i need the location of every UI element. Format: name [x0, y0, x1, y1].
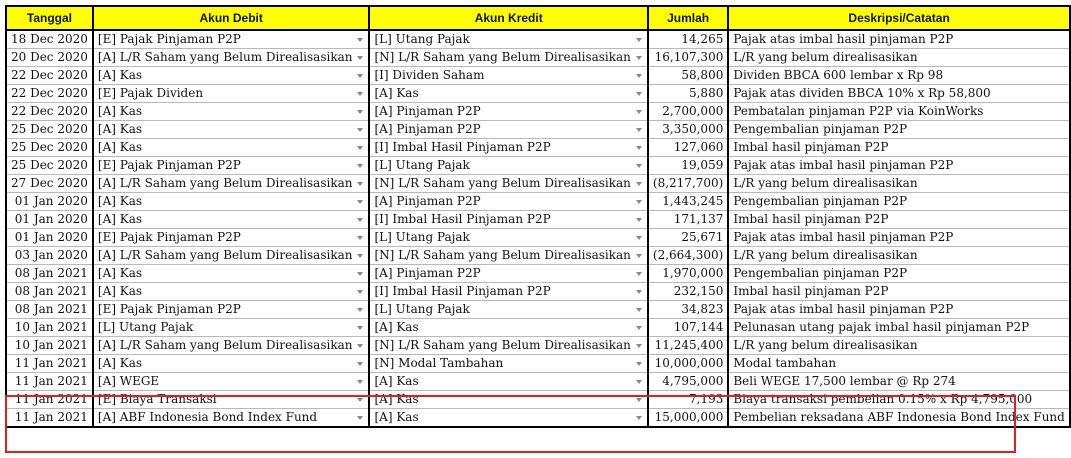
- amount-cell[interactable]: [648, 301, 728, 319]
- debit-account-select-value: [A] ABF Indonesia Bond Index Fund: [97, 410, 318, 424]
- amount-cell[interactable]: [648, 30, 728, 49]
- date-cell-value: 08 Jan 2021: [14, 302, 88, 316]
- dropdown-arrow-icon[interactable]: [636, 290, 642, 294]
- table-row: [6, 319, 1070, 337]
- date-cell[interactable]: [6, 373, 93, 391]
- date-cell[interactable]: [6, 139, 93, 157]
- dropdown-arrow-icon[interactable]: [357, 290, 363, 294]
- date-cell-value: 01 Jan 2020: [14, 230, 88, 244]
- description-cell-value: L/R yang belum direalisasikan: [733, 50, 918, 64]
- amount-cell-value: 34,823: [681, 302, 724, 316]
- debit-account-select-value: [A] Kas: [97, 194, 143, 208]
- date-cell[interactable]: [6, 301, 93, 319]
- description-cell[interactable]: [728, 193, 1070, 211]
- debit-account-select[interactable]: [93, 229, 370, 247]
- description-cell-value: L/R yang belum direalisasikan: [733, 176, 918, 190]
- dropdown-arrow-icon[interactable]: [636, 308, 642, 312]
- amount-cell-value: 16,107,300: [654, 50, 724, 64]
- debit-account-select-value: [A] L/R Saham yang Belum Direalisasikan: [97, 338, 353, 352]
- credit-account-select[interactable]: [369, 121, 647, 139]
- credit-account-select-value: [N] L/R Saham yang Belum Direalisasikan: [374, 338, 631, 352]
- date-cell-value: 22 Dec 2020: [11, 68, 88, 82]
- description-cell-value: Pajak atas imbal hasil pinjaman P2P: [733, 302, 954, 316]
- credit-account-select-value: [L] Utang Pajak: [374, 302, 470, 316]
- amount-cell[interactable]: [648, 67, 728, 85]
- debit-account-select-value: [E] Pajak Pinjaman P2P: [97, 158, 241, 172]
- debit-account-select-value: [E] Pajak Pinjaman P2P: [97, 32, 241, 46]
- credit-account-select-value: [I] Imbal Hasil Pinjaman P2P: [374, 212, 551, 226]
- amount-cell-value: 1,443,245: [662, 194, 724, 208]
- dropdown-arrow-icon[interactable]: [357, 218, 363, 222]
- description-cell[interactable]: [728, 391, 1070, 409]
- header-deskripsi[interactable]: Deskripsi/Catatan: [728, 6, 1070, 30]
- description-cell[interactable]: [728, 103, 1070, 121]
- dropdown-arrow-icon[interactable]: [357, 398, 363, 402]
- credit-account-select[interactable]: [369, 229, 647, 247]
- dropdown-arrow-icon[interactable]: [636, 74, 642, 78]
- table-row: [6, 157, 1070, 175]
- table-row: [6, 85, 1070, 103]
- credit-account-select-value: [A] Pinjaman P2P: [374, 122, 481, 136]
- dropdown-arrow-icon[interactable]: [357, 38, 363, 42]
- amount-cell[interactable]: [648, 157, 728, 175]
- credit-account-select[interactable]: [369, 157, 647, 175]
- table-row: [6, 175, 1070, 193]
- date-cell[interactable]: [6, 49, 93, 67]
- credit-account-select[interactable]: [369, 319, 647, 337]
- table-row: [6, 30, 1070, 49]
- description-cell-value: Biaya transaksi pembelian 0.15% x Rp 4,795,000: [733, 392, 1033, 406]
- date-cell[interactable]: [6, 30, 93, 49]
- credit-account-select-value: [N] L/R Saham yang Belum Direalisasikan: [374, 176, 631, 190]
- description-cell[interactable]: [728, 247, 1070, 265]
- debit-account-select[interactable]: [93, 247, 370, 265]
- amount-cell[interactable]: [648, 373, 728, 391]
- date-cell-value: 11 Jan 2021: [14, 374, 88, 388]
- amount-cell[interactable]: [648, 49, 728, 67]
- debit-account-select-value: [E] Pajak Dividen: [97, 86, 204, 100]
- description-cell[interactable]: [728, 265, 1070, 283]
- debit-account-select[interactable]: [93, 103, 370, 121]
- dropdown-arrow-icon[interactable]: [636, 146, 642, 150]
- table-row: [6, 247, 1070, 265]
- amount-cell[interactable]: [648, 139, 728, 157]
- dropdown-arrow-icon[interactable]: [357, 254, 363, 258]
- amount-cell-value: 2,700,000: [662, 104, 724, 118]
- date-cell-value: 11 Jan 2021: [14, 410, 88, 424]
- debit-account-select-value: [E] Pajak Pinjaman P2P: [97, 230, 241, 244]
- table-row: [6, 409, 1070, 428]
- description-cell-value: Dividen BBCA 600 lembar x Rp 98: [733, 68, 944, 82]
- description-cell-value: Pengembalian pinjaman P2P: [733, 122, 908, 136]
- table-row: [6, 283, 1070, 301]
- description-cell[interactable]: [728, 139, 1070, 157]
- dropdown-arrow-icon[interactable]: [636, 218, 642, 222]
- description-cell[interactable]: [728, 157, 1070, 175]
- amount-cell-value: (2,664,300): [652, 248, 724, 262]
- table-row: [6, 229, 1070, 247]
- debit-account-select[interactable]: [93, 319, 370, 337]
- date-cell-value: 27 Dec 2020: [11, 176, 88, 190]
- credit-account-select[interactable]: [369, 283, 647, 301]
- debit-account-select-value: [L] Utang Pajak: [97, 320, 194, 334]
- amount-cell-value: 15,000,000: [654, 410, 724, 424]
- debit-account-select-value: [E] Biaya Transaksi: [97, 392, 217, 406]
- amount-cell[interactable]: [648, 355, 728, 373]
- debit-account-select[interactable]: [93, 30, 370, 49]
- date-cell-value: 01 Jan 2020: [14, 194, 88, 208]
- dropdown-arrow-icon[interactable]: [636, 398, 642, 402]
- amount-cell-value: 232,150: [673, 284, 724, 298]
- amount-cell[interactable]: [648, 211, 728, 229]
- debit-account-select-value: [A] Kas: [97, 104, 143, 118]
- date-cell[interactable]: [6, 283, 93, 301]
- dropdown-arrow-icon[interactable]: [636, 380, 642, 384]
- dropdown-arrow-icon[interactable]: [636, 182, 642, 186]
- description-cell-value: Imbal hasil pinjaman P2P: [733, 212, 889, 226]
- credit-account-select-value: [N] L/R Saham yang Belum Direalisasikan: [374, 248, 631, 262]
- dropdown-arrow-icon[interactable]: [636, 416, 642, 420]
- credit-account-select-value: [A] Pinjaman P2P: [374, 194, 481, 208]
- debit-account-select-value: [A] Kas: [97, 266, 143, 280]
- date-cell-value: 01 Jan 2020: [14, 212, 88, 226]
- description-cell-value: Pembelian reksadana ABF Indonesia Bond Index Fund: [733, 410, 1065, 424]
- debit-account-select-value: [A] Kas: [97, 140, 143, 154]
- table-row: [6, 193, 1070, 211]
- debit-account-select-value: [A] Kas: [97, 356, 143, 370]
- amount-cell-value: 25,671: [681, 230, 724, 244]
- description-cell[interactable]: [728, 355, 1070, 373]
- credit-account-select[interactable]: [369, 193, 647, 211]
- credit-account-select[interactable]: [369, 175, 647, 193]
- dropdown-arrow-icon[interactable]: [636, 164, 642, 168]
- date-cell[interactable]: [6, 121, 93, 139]
- table-row: [6, 337, 1070, 355]
- credit-account-select[interactable]: [369, 85, 647, 103]
- amount-cell-value: 19,059: [681, 158, 724, 172]
- debit-account-select[interactable]: [93, 283, 370, 301]
- date-cell-value: 18 Dec 2020: [11, 32, 88, 46]
- amount-cell-value: 11,245,400: [654, 338, 724, 352]
- amount-cell[interactable]: [648, 121, 728, 139]
- amount-cell-value: 14,265: [681, 32, 724, 46]
- credit-account-select-value: [A] Kas: [374, 320, 419, 334]
- table-row: [6, 139, 1070, 157]
- credit-account-select-value: [L] Utang Pajak: [374, 230, 470, 244]
- description-cell-value: Pajak atas imbal hasil pinjaman P2P: [733, 158, 954, 172]
- description-cell[interactable]: [728, 49, 1070, 67]
- description-cell-value: Pengembalian pinjaman P2P: [733, 194, 908, 208]
- description-cell-value: L/R yang belum direalisasikan: [733, 338, 918, 352]
- date-cell[interactable]: [6, 391, 93, 409]
- dropdown-arrow-icon[interactable]: [636, 128, 642, 132]
- credit-account-select-value: [I] Imbal Hasil Pinjaman P2P: [374, 284, 551, 298]
- credit-account-select-value: [A] Kas: [374, 86, 419, 100]
- amount-cell-value: 10,000,000: [654, 356, 724, 370]
- description-cell[interactable]: [728, 373, 1070, 391]
- dropdown-arrow-icon[interactable]: [357, 128, 363, 132]
- dropdown-arrow-icon[interactable]: [357, 416, 363, 420]
- date-cell[interactable]: [6, 193, 93, 211]
- description-cell[interactable]: [728, 283, 1070, 301]
- debit-account-select-value: [A] Kas: [97, 68, 143, 82]
- debit-account-select[interactable]: [93, 337, 370, 355]
- credit-account-select-value: [A] Pinjaman P2P: [374, 104, 481, 118]
- dropdown-arrow-icon[interactable]: [636, 362, 642, 366]
- description-cell-value: Pajak atas dividen BBCA 10% x Rp 58,800: [733, 86, 991, 100]
- credit-account-select[interactable]: [369, 103, 647, 121]
- dropdown-arrow-icon[interactable]: [636, 92, 642, 96]
- dropdown-arrow-icon[interactable]: [357, 272, 363, 276]
- dropdown-arrow-icon[interactable]: [636, 254, 642, 258]
- dropdown-arrow-icon[interactable]: [357, 164, 363, 168]
- credit-account-select-value: [A] Pinjaman P2P: [374, 266, 481, 280]
- amount-cell[interactable]: [648, 193, 728, 211]
- description-cell-value: Imbal hasil pinjaman P2P: [733, 284, 889, 298]
- description-cell[interactable]: [728, 85, 1070, 103]
- credit-account-select[interactable]: [369, 67, 647, 85]
- date-cell-value: 08 Jan 2021: [14, 266, 88, 280]
- description-cell-value: Beli WEGE 17,500 lembar @ Rp 274: [733, 374, 956, 388]
- credit-account-select[interactable]: [369, 337, 647, 355]
- date-cell-value: 22 Dec 2020: [11, 104, 88, 118]
- debit-account-select-value: [A] WEGE: [97, 374, 160, 388]
- credit-account-select-value: [A] Kas: [374, 410, 419, 424]
- debit-account-select[interactable]: [93, 121, 370, 139]
- dropdown-arrow-icon[interactable]: [636, 38, 642, 42]
- header-akun-kredit[interactable]: Akun Kredit: [369, 6, 647, 30]
- dropdown-arrow-icon[interactable]: [636, 326, 642, 330]
- dropdown-arrow-icon[interactable]: [357, 326, 363, 330]
- date-cell-value: 10 Jan 2021: [14, 338, 88, 352]
- debit-account-select[interactable]: [93, 265, 370, 283]
- amount-cell[interactable]: [648, 85, 728, 103]
- date-cell[interactable]: [6, 337, 93, 355]
- credit-account-select[interactable]: [369, 49, 647, 67]
- dropdown-arrow-icon[interactable]: [636, 200, 642, 204]
- date-cell-value: 08 Jan 2021: [14, 284, 88, 298]
- dropdown-arrow-icon[interactable]: [357, 380, 363, 384]
- debit-account-select-value: [A] L/R Saham yang Belum Direalisasikan: [97, 248, 353, 262]
- debit-account-select[interactable]: [93, 49, 370, 67]
- date-cell-value: 25 Dec 2020: [11, 158, 88, 172]
- amount-cell[interactable]: [648, 409, 728, 428]
- amount-cell[interactable]: [648, 391, 728, 409]
- amount-cell[interactable]: [648, 265, 728, 283]
- dropdown-arrow-icon[interactable]: [636, 344, 642, 348]
- description-cell-value: Pajak atas imbal hasil pinjaman P2P: [733, 32, 954, 46]
- amount-cell-value: 7,193: [688, 392, 724, 406]
- dropdown-arrow-icon[interactable]: [357, 182, 363, 186]
- debit-account-select-value: [E] Pajak Pinjaman P2P: [97, 302, 241, 316]
- amount-cell[interactable]: [648, 175, 728, 193]
- debit-account-select[interactable]: [93, 211, 370, 229]
- dropdown-arrow-icon[interactable]: [357, 344, 363, 348]
- header-row: [6, 6, 1070, 30]
- debit-account-select[interactable]: [93, 67, 370, 85]
- credit-account-select-value: [I] Dividen Saham: [374, 68, 485, 82]
- amount-cell[interactable]: [648, 103, 728, 121]
- date-cell-value: 20 Dec 2020: [11, 50, 88, 64]
- credit-account-select-value: [L] Utang Pajak: [374, 158, 470, 172]
- description-cell-value: Pengembalian pinjaman P2P: [733, 266, 908, 280]
- credit-account-select[interactable]: [369, 30, 647, 49]
- description-cell-value: Pelunasan utang pajak imbal hasil pinjaman P2P: [733, 320, 1030, 334]
- date-cell[interactable]: [6, 157, 93, 175]
- table-row: [6, 121, 1070, 139]
- credit-account-select[interactable]: [369, 355, 647, 373]
- journal-table: [5, 5, 1071, 428]
- amount-cell[interactable]: [648, 337, 728, 355]
- date-cell-value: 11 Jan 2021: [14, 392, 88, 406]
- description-cell-value: Pajak atas imbal hasil pinjaman P2P: [733, 230, 954, 244]
- description-cell-value: Pembatalan pinjaman P2P via KoinWorks: [733, 104, 984, 118]
- dropdown-arrow-icon[interactable]: [636, 56, 642, 60]
- description-cell-value: Imbal hasil pinjaman P2P: [733, 140, 889, 154]
- table-row: [6, 211, 1070, 229]
- description-cell[interactable]: [728, 337, 1070, 355]
- dropdown-arrow-icon[interactable]: [357, 308, 363, 312]
- date-cell[interactable]: [6, 247, 93, 265]
- amount-cell-value: 3,350,000: [662, 122, 724, 136]
- description-cell[interactable]: [728, 211, 1070, 229]
- amount-cell-value: 1,970,000: [662, 266, 724, 280]
- table-row: [6, 67, 1070, 85]
- credit-account-select[interactable]: [369, 211, 647, 229]
- amount-cell[interactable]: [648, 283, 728, 301]
- debit-account-select[interactable]: [93, 139, 370, 157]
- dropdown-arrow-icon[interactable]: [357, 92, 363, 96]
- table-row: [6, 373, 1070, 391]
- description-cell[interactable]: [728, 319, 1070, 337]
- debit-account-select[interactable]: [93, 193, 370, 211]
- date-cell-value: 03 Jan 2020: [14, 248, 88, 262]
- credit-account-select-value: [N] L/R Saham yang Belum Direalisasikan: [374, 50, 631, 64]
- table-row: [6, 265, 1070, 283]
- description-cell[interactable]: [728, 301, 1070, 319]
- table-row: [6, 301, 1070, 319]
- credit-account-select-value: [L] Utang Pajak: [374, 32, 470, 46]
- amount-cell-value: (8,217,700): [652, 176, 724, 190]
- header-akun-debit[interactable]: Akun Debit: [93, 6, 370, 30]
- debit-account-select[interactable]: [93, 355, 370, 373]
- date-cell-value: 25 Dec 2020: [11, 122, 88, 136]
- date-cell[interactable]: [6, 319, 93, 337]
- debit-account-select[interactable]: [93, 391, 370, 409]
- table-row: [6, 49, 1070, 67]
- description-cell-value: Modal tambahan: [733, 356, 837, 370]
- dropdown-arrow-icon[interactable]: [357, 146, 363, 150]
- amount-cell-value: 107,144: [673, 320, 724, 334]
- description-cell[interactable]: [728, 67, 1070, 85]
- amount-cell[interactable]: [648, 319, 728, 337]
- debit-account-select[interactable]: [93, 409, 370, 428]
- debit-account-select-value: [A] Kas: [97, 212, 143, 226]
- debit-account-select-value: [A] Kas: [97, 284, 143, 298]
- description-cell[interactable]: [728, 409, 1070, 428]
- date-cell[interactable]: [6, 355, 93, 373]
- dropdown-arrow-icon[interactable]: [357, 362, 363, 366]
- credit-account-select-value: [A] Kas: [374, 392, 419, 406]
- debit-account-select[interactable]: [93, 301, 370, 319]
- dropdown-arrow-icon[interactable]: [357, 56, 363, 60]
- credit-account-select[interactable]: [369, 373, 647, 391]
- date-cell[interactable]: [6, 67, 93, 85]
- table-row: [6, 355, 1070, 373]
- dropdown-arrow-icon[interactable]: [357, 110, 363, 114]
- date-cell[interactable]: [6, 103, 93, 121]
- date-cell[interactable]: [6, 211, 93, 229]
- amount-cell[interactable]: [648, 247, 728, 265]
- date-cell[interactable]: [6, 175, 93, 193]
- debit-account-select[interactable]: [93, 373, 370, 391]
- credit-account-select[interactable]: [369, 139, 647, 157]
- credit-account-select-value: [I] Imbal Hasil Pinjaman P2P: [374, 140, 551, 154]
- date-cell[interactable]: [6, 409, 93, 428]
- debit-account-select-value: [A] Kas: [97, 122, 143, 136]
- credit-account-select[interactable]: [369, 265, 647, 283]
- description-cell[interactable]: [728, 229, 1070, 247]
- amount-cell-value: 5,880: [688, 86, 724, 100]
- dropdown-arrow-icon[interactable]: [357, 236, 363, 240]
- amount-cell-value: 127,060: [673, 140, 724, 154]
- credit-account-select-value: [N] Modal Tambahan: [374, 356, 504, 370]
- credit-account-select[interactable]: [369, 301, 647, 319]
- date-cell[interactable]: [6, 85, 93, 103]
- amount-cell-value: 171,137: [673, 212, 724, 226]
- amount-cell-value: 4,795,000: [662, 374, 724, 388]
- header-tanggal[interactable]: Tanggal: [6, 6, 93, 30]
- date-cell-value: 10 Jan 2021: [14, 320, 88, 334]
- date-cell-value: 22 Dec 2020: [11, 86, 88, 100]
- credit-account-select[interactable]: [369, 391, 647, 409]
- date-cell[interactable]: [6, 229, 93, 247]
- credit-account-select[interactable]: [369, 247, 647, 265]
- amount-cell-value: 58,800: [681, 68, 724, 82]
- dropdown-arrow-icon[interactable]: [636, 236, 642, 240]
- debit-account-select-value: [A] L/R Saham yang Belum Direalisasikan: [97, 50, 353, 64]
- description-cell[interactable]: [728, 121, 1070, 139]
- amount-cell[interactable]: [648, 229, 728, 247]
- debit-account-select[interactable]: [93, 85, 370, 103]
- dropdown-arrow-icon[interactable]: [636, 272, 642, 276]
- credit-account-select[interactable]: [369, 409, 647, 428]
- dropdown-arrow-icon[interactable]: [357, 200, 363, 204]
- header-jumlah[interactable]: Jumlah: [648, 6, 728, 30]
- date-cell-value: 25 Dec 2020: [11, 140, 88, 154]
- debit-account-select-value: [A] L/R Saham yang Belum Direalisasikan: [97, 176, 353, 190]
- dropdown-arrow-icon[interactable]: [357, 74, 363, 78]
- debit-account-select[interactable]: [93, 157, 370, 175]
- date-cell[interactable]: [6, 265, 93, 283]
- dropdown-arrow-icon[interactable]: [636, 110, 642, 114]
- description-cell[interactable]: [728, 30, 1070, 49]
- description-cell-value: L/R yang belum direalisasikan: [733, 248, 918, 262]
- credit-account-select-value: [A] Kas: [374, 374, 419, 388]
- table-row: [6, 103, 1070, 121]
- table-row: [6, 391, 1070, 409]
- date-cell-value: 11 Jan 2021: [14, 356, 88, 370]
- debit-account-select[interactable]: [93, 175, 370, 193]
- description-cell[interactable]: [728, 175, 1070, 193]
